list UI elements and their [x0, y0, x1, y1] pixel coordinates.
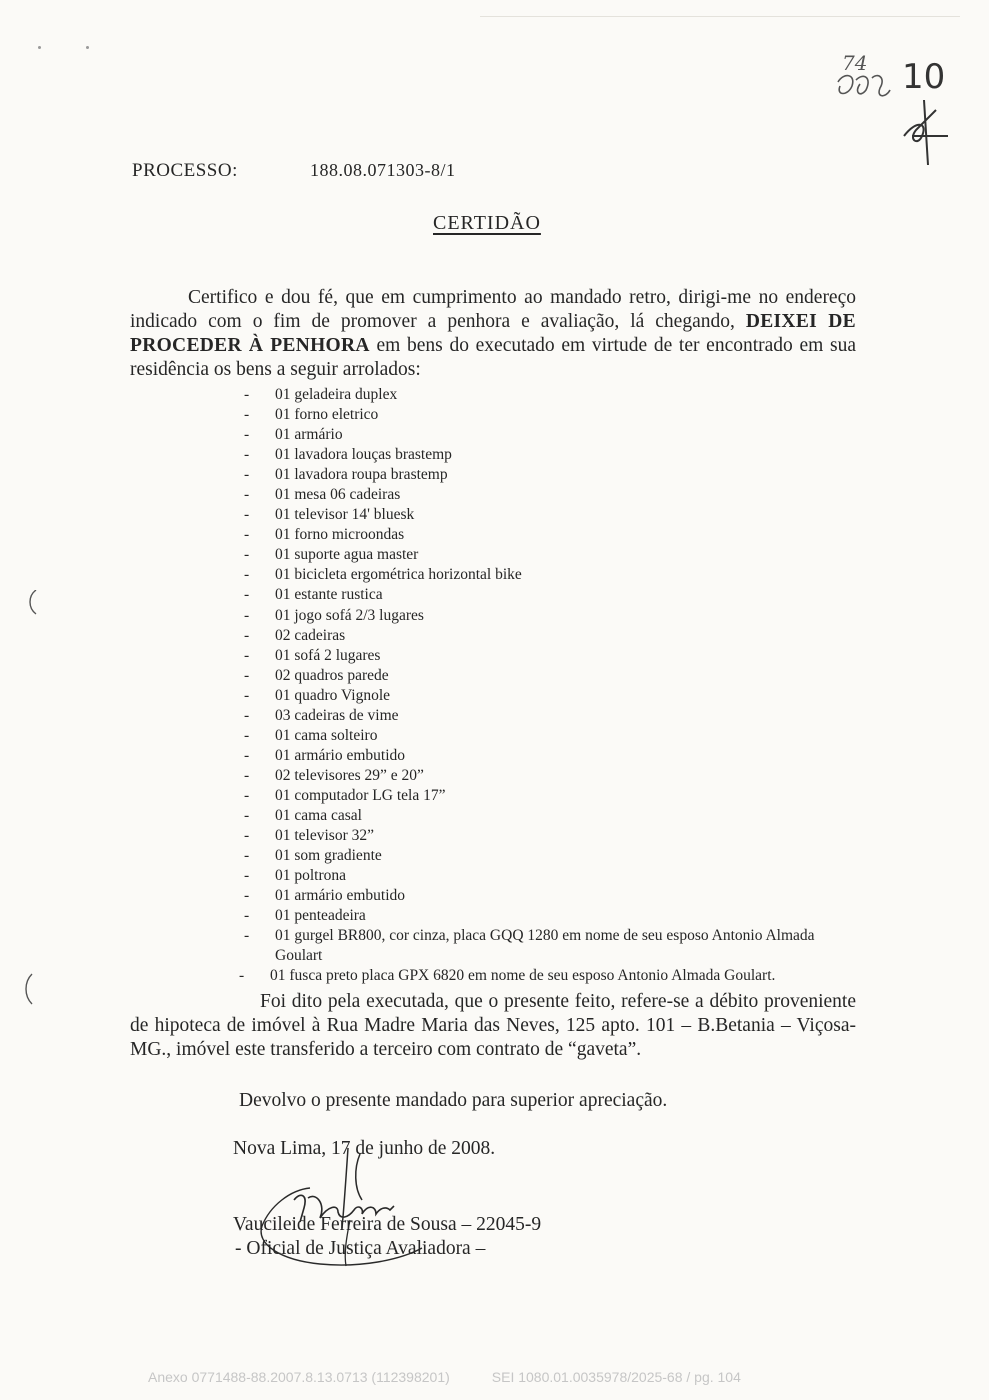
- list-item: - 01 gurgel BR800, cor cinza, placa GQQ 1280 em nome de seu esposo Antonio Almada Goulart: [240, 926, 860, 966]
- intro-emphasis: DEIXEI DE PROCEDER À PENHORA: [130, 311, 856, 356]
- list-item: - 01 fusca preto placa GPX 6820 em nome de seu esposo Antonio Almada Goulart.: [235, 966, 860, 986]
- list-item: - 01 poltrona: [240, 866, 860, 886]
- list-item: - 01 lavadora roupa brastemp: [240, 465, 860, 485]
- list-item: - 02 televisores 29” e 20”: [240, 766, 860, 786]
- list-item: - 01 computador LG tela 17”: [240, 786, 860, 806]
- place-and-date: Nova Lima, 17 de junho de 2008.: [233, 1138, 496, 1159]
- officer-name: Vaucileide Ferreira de Sousa – 22045-9: [233, 1214, 542, 1235]
- document-title: CERTIDÃO: [433, 212, 541, 234]
- officer-role: - Oficial de Justiça Avaliadora –: [235, 1238, 486, 1259]
- list-item: - 01 televisor 32”: [240, 826, 860, 846]
- list-item: - 01 jogo sofá 2/3 lugares: [240, 606, 860, 626]
- handwritten-page-number-right: 10: [902, 57, 946, 97]
- list-item: - 01 armário embutido: [240, 886, 860, 906]
- list-item: - 01 televisor 14' bluesk: [240, 505, 860, 525]
- debt-paragraph: Foi dito pela executada, que o presente feito, refere-se a débito proveniente de hipoteca de imóvel à Rua Madre Maria das Neves, 125 apto. 101 – B.Betania – Viçosa-MG., imóvel este transferido a terceiro com contrato de “gaveta”.: [130, 991, 856, 1060]
- goods-list: [240, 385, 860, 986]
- list-item: - 01 mesa 06 cadeiras: [240, 485, 860, 505]
- list-item: - 01 armário: [240, 425, 860, 445]
- intro-text-start: Certifico e dou fé, que em cumprimento ao mandado retro, dirigi-me no endereço indicado com o fim de promover a penhora e avaliação, lá chegando,: [130, 287, 856, 332]
- list-item: - 01 lavadora louças brastemp: [240, 445, 860, 465]
- list-item: - 02 cadeiras: [240, 626, 860, 646]
- process-header: [132, 160, 456, 182]
- sei-reference: SEI 1080.01.0035978/2025-68 / pg. 104: [491, 1369, 741, 1385]
- list-item: - 03 cadeiras de vime: [240, 706, 860, 726]
- list-item: - 01 som gradiente: [240, 846, 860, 866]
- handwritten-page-number-top: 74: [842, 51, 868, 75]
- intro-text-end: em bens do executado em virtude de ter encontrado em sua residência os bens a seguir arrolados:: [130, 335, 857, 380]
- list-item: - 01 penteadeira: [240, 906, 860, 926]
- intro-paragraph: [130, 286, 856, 382]
- list-item: - 01 quadro Vignole: [240, 686, 860, 706]
- scan-speck: [86, 46, 89, 49]
- handwritten-page-marks: [820, 40, 970, 180]
- annex-reference: Anexo 0771488-88.2007.8.13.0713 (112398201): [148, 1369, 450, 1385]
- list-item: - 01 geladeira duplex: [240, 385, 860, 405]
- scan-edge-line: [480, 16, 960, 17]
- list-item: - 01 suporte agua master: [240, 545, 860, 565]
- process-number: 188.08.071303-8/1: [310, 160, 456, 180]
- list-item: - 01 bicicleta ergométrica horizontal bike: [240, 565, 860, 585]
- document-footer: [148, 1369, 848, 1385]
- return-statement: Devolvo o presente mandado para superior apreciação.: [239, 1090, 668, 1111]
- process-label: PROCESSO:: [132, 160, 238, 181]
- list-item: - 02 quadros parede: [240, 666, 860, 686]
- margin-bracket-marks: [16, 590, 56, 1010]
- list-item: - 01 forno microondas: [240, 525, 860, 545]
- list-item: - 01 sofá 2 lugares: [240, 646, 860, 666]
- list-item: - 01 forno eletrico: [240, 405, 860, 425]
- list-item: - 01 armário embutido: [240, 746, 860, 766]
- list-item: - 01 cama casal: [240, 806, 860, 826]
- list-item: - 01 estante rustica: [240, 585, 860, 605]
- list-item: - 01 cama solteiro: [240, 726, 860, 746]
- scan-speck: [38, 46, 41, 49]
